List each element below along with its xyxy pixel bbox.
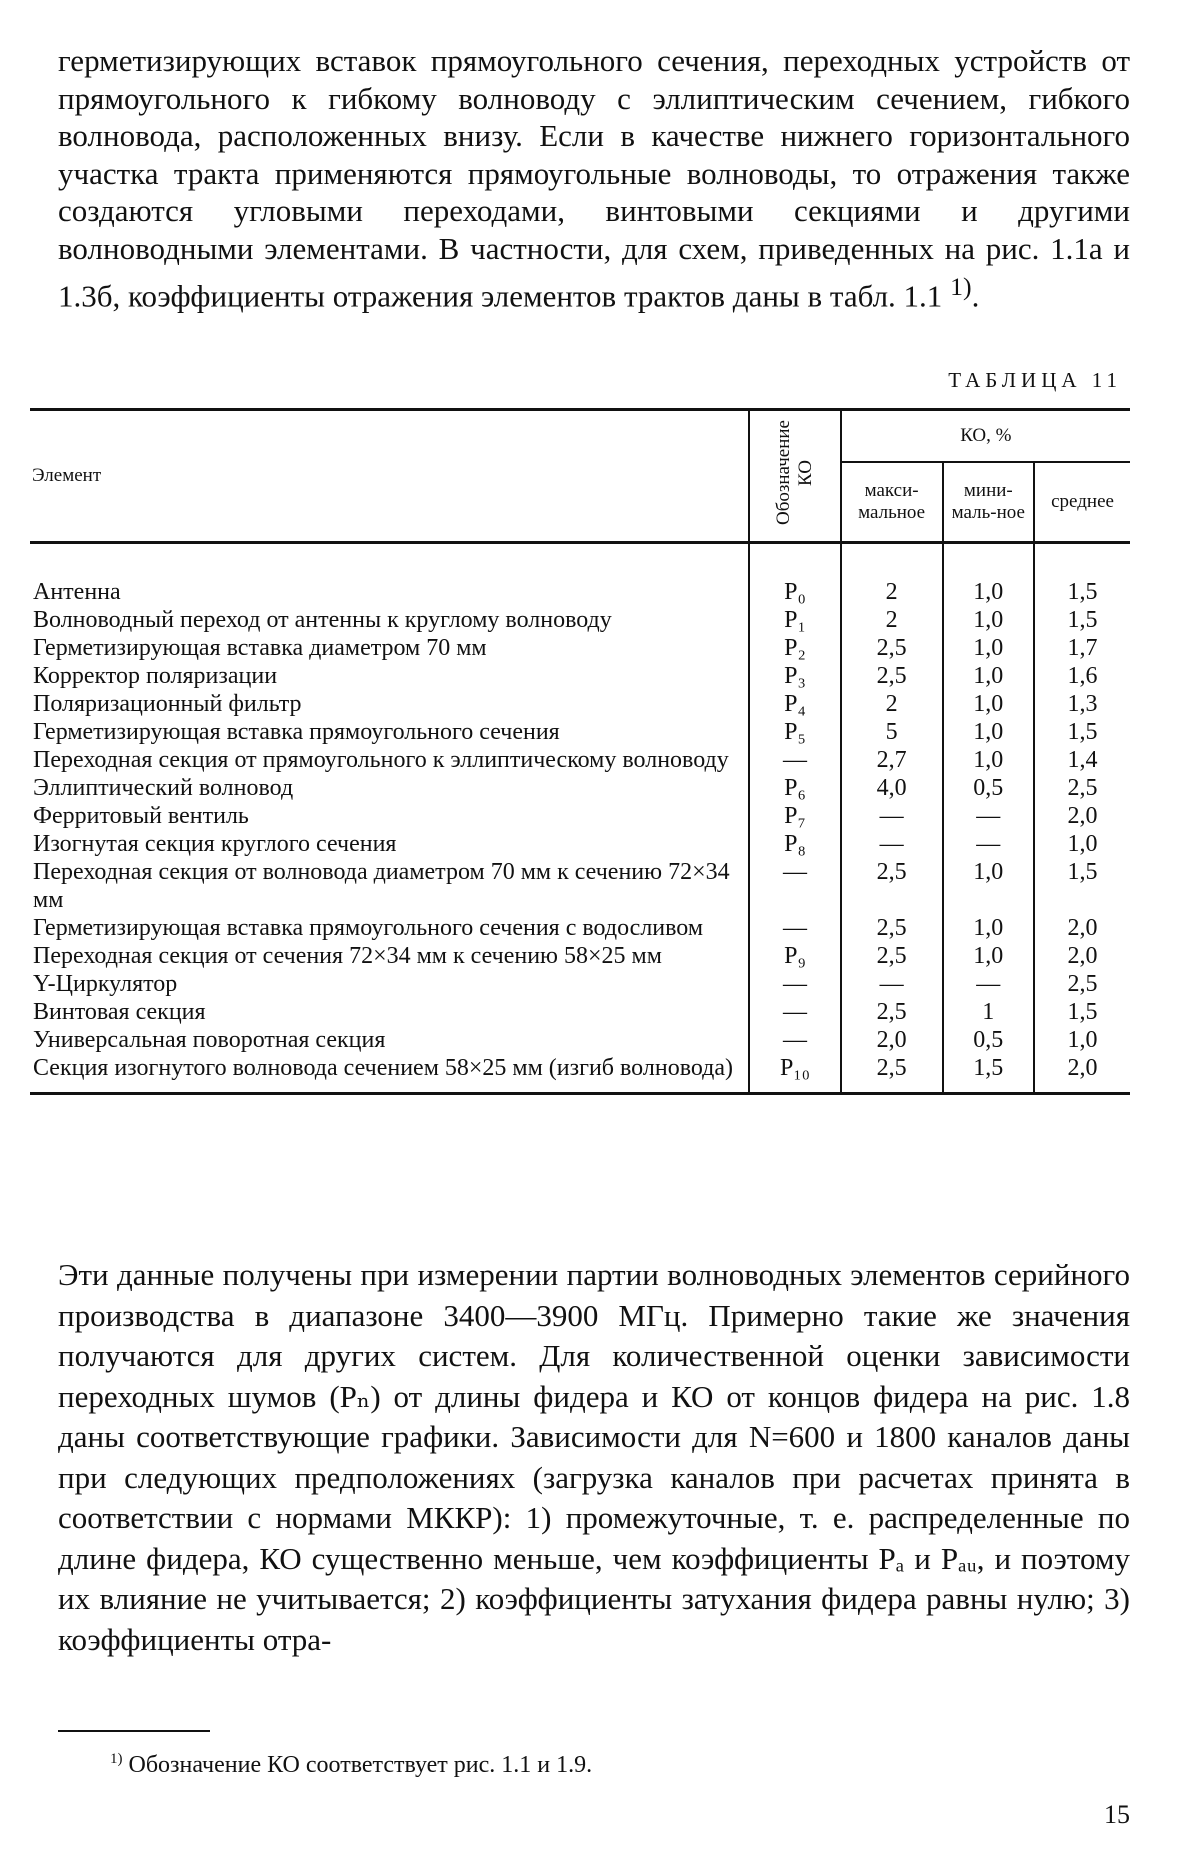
cell-min: 1,0 <box>943 746 1035 774</box>
cell-symbol: P₁ <box>749 606 840 634</box>
cell-element: Поляризационный фильтр <box>33 691 302 717</box>
cell-min: 0,5 <box>943 1026 1035 1054</box>
cell-element: Волноводный переход от антенны к круглому волноводу <box>33 607 612 633</box>
cell-min: 1,0 <box>943 634 1035 662</box>
cell-avg: 1,5 <box>1034 858 1130 914</box>
cell-avg: 1,3 <box>1034 690 1130 718</box>
footnote-marker: 1) <box>110 1751 123 1767</box>
table-row <box>30 1026 1130 1054</box>
cell-avg: 2,0 <box>1034 942 1130 970</box>
cell-min: 1,0 <box>943 543 1035 607</box>
cell-max: 2 <box>841 606 943 634</box>
cell-min: — <box>943 970 1035 998</box>
table-row <box>30 690 1130 718</box>
header-symbol <box>749 410 840 543</box>
cell-symbol: P₄ <box>749 690 840 718</box>
cell-min: 1,0 <box>943 606 1035 634</box>
cell-element: Эллиптический волновод <box>33 775 294 801</box>
cell-min: 1,0 <box>943 718 1035 746</box>
cell-symbol: P₉ <box>749 942 840 970</box>
cell-symbol: — <box>749 998 840 1026</box>
page-number: 15 <box>1104 1800 1130 1829</box>
cell-avg: 1,0 <box>1034 1026 1130 1054</box>
cell-avg: 1,5 <box>1034 543 1130 607</box>
header-element: Элемент <box>30 410 749 543</box>
cell-max: 2,5 <box>841 858 943 914</box>
cell-element: Винтовая секция <box>33 999 206 1025</box>
table-row <box>30 830 1130 858</box>
table-row <box>30 942 1130 970</box>
paragraph-measurements: Эти данные получены при измерении партии волноводных элементов серийного производства в диапазоне 3400—3900 МГц. Примерно такие же значения получаются для других систем. Для количественной оценки зависимости переходных шумов (Pₙ) от длины фидера и КО от концов фидера на рис. 1.8 даны соответствующие графики. Зависимости для N=600 и 1800 каналов даны при следующих предположениях (загрузка каналов при расчетах принята в соответствии с нормами МККР): 1) промежуточные, т. е. распределенные по длине фидера, КО существенно меньше, чем коэффициенты Pₐ и Pₐᵤ, и поэтому их влияние не учитывается; 2) коэффициенты затухания фидера равны нулю; 3) коэффициенты отра- <box>58 1257 1130 1657</box>
cell-symbol: P₈ <box>749 830 840 858</box>
cell-min: — <box>943 830 1035 858</box>
cell-max: 2,5 <box>841 914 943 942</box>
cell-min: 1,5 <box>943 1054 1035 1094</box>
header-symbol-text: Обозначение КО <box>773 420 816 526</box>
footnote-ref: 1) <box>950 271 972 301</box>
cell-element: Секция изогнутого волновода сечением 58×25 мм (изгиб волновода) <box>30 1054 749 1094</box>
cell-min: — <box>943 802 1035 830</box>
cell-avg: 2,0 <box>1034 1054 1130 1094</box>
cell-symbol: P₀ <box>749 543 840 607</box>
footnote <box>110 1744 592 1780</box>
cell-element: Y-Циркулятор <box>33 971 178 997</box>
cell-element: Переходная секция от сечения 72×34 мм к сечению 58×25 мм <box>33 943 662 969</box>
cell-avg: 1,0 <box>1034 830 1130 858</box>
cell-avg: 1,5 <box>1034 718 1130 746</box>
cell-symbol: — <box>749 858 840 914</box>
table-row <box>30 718 1130 746</box>
cell-max: 2 <box>841 690 943 718</box>
table-row <box>30 802 1130 830</box>
cell-symbol: P₇ <box>749 802 840 830</box>
cell-avg: 1,4 <box>1034 746 1130 774</box>
header-max: макси-мальное <box>841 462 943 543</box>
cell-avg: 1,5 <box>1034 998 1130 1026</box>
paragraph-intro-text: герметизирующих вставок прямоугольного сечения, переходных устройств от прямоугольного к гибкому волноводу с эллиптическим сечением, гибкого волновода, расположенных внизу. Если в качестве нижнего горизонтального участка тракта применяются прямоугольные волноводы, то отражения также создаются угловыми переходами, винтовыми секциями и другими волноводными элементами. В частности, для схем, приведенных на рис. 1.1а и 1.3б, коэффициенты отражения элементов трактов даны в табл. 1.1 <box>58 43 1130 313</box>
cell-max: 5 <box>841 718 943 746</box>
table-row <box>30 970 1130 998</box>
table-caption: ТАБЛИЦА 11 <box>948 368 1122 392</box>
header-avg: среднее <box>1034 462 1130 543</box>
cell-avg: 1,7 <box>1034 634 1130 662</box>
cell-avg: 2,5 <box>1034 970 1130 998</box>
cell-avg: 2,0 <box>1034 914 1130 942</box>
table-row <box>30 662 1130 690</box>
cell-avg: 2,5 <box>1034 774 1130 802</box>
table-row <box>30 543 1130 607</box>
paragraph-intro: герметизирующих вставок прямоугольного сечения, переходных устройств от прямоугольного к гибкому волноводу с эллиптическим сечением, гибкого волновода, расположенных внизу. Если в качестве нижнего горизонтального участка тракта применяются прямоугольные волноводы, то отражения также создаются угловыми переходами, винтовыми секциями и другими волноводными элементами. В частности, для схем, приведенных на рис. 1.1а и 1.3б, коэффициенты отражения элементов трактов даны в табл. 1.1 $^{1)}$. <box>58 43 1130 313</box>
cell-min: 1,0 <box>943 914 1035 942</box>
cell-max: 2,7 <box>841 746 943 774</box>
footnote-divider <box>58 1730 210 1732</box>
cell-max: 2 <box>841 543 943 607</box>
footnote-text: Обозначение КО соответствует рис. 1.1 и 1.9. <box>128 1752 593 1778</box>
cell-min: 1,0 <box>943 690 1035 718</box>
reflection-coefficient-table <box>30 408 1130 1095</box>
header-ko-group: КО, % <box>841 410 1130 463</box>
cell-max: 2,5 <box>841 634 943 662</box>
cell-min: 0,5 <box>943 774 1035 802</box>
cell-min: 1,0 <box>943 942 1035 970</box>
cell-element: Ферритовый вентиль <box>33 803 249 829</box>
table-row <box>30 914 1130 942</box>
cell-symbol: P₂ <box>749 634 840 662</box>
cell-avg: 1,5 <box>1034 606 1130 634</box>
cell-max: 2,5 <box>841 1054 943 1094</box>
cell-element: Переходная секция от волновода диаметром 70 мм к сечению 72×34 мм <box>33 859 730 913</box>
cell-element: Герметизирующая вставка прямоугольного сечения <box>33 719 560 745</box>
cell-min: 1,0 <box>943 858 1035 914</box>
cell-max: — <box>841 830 943 858</box>
table-row <box>30 998 1130 1026</box>
cell-symbol: P₃ <box>749 662 840 690</box>
cell-element: Универсальная поворотная секция <box>33 1027 386 1053</box>
table-body <box>30 543 1130 1094</box>
cell-max: 4,0 <box>841 774 943 802</box>
cell-symbol: — <box>749 746 840 774</box>
cell-min: 1 <box>943 998 1035 1026</box>
cell-symbol: — <box>749 970 840 998</box>
cell-symbol: P₅ <box>749 718 840 746</box>
table-row <box>30 774 1130 802</box>
cell-element: Изогнутая секция круглого сечения <box>33 831 397 857</box>
cell-symbol: — <box>749 914 840 942</box>
table-row <box>30 606 1130 634</box>
cell-max: 2,5 <box>841 662 943 690</box>
cell-avg: 2,0 <box>1034 802 1130 830</box>
cell-max: 2,0 <box>841 1026 943 1054</box>
cell-element: Корректор поляризации <box>33 663 278 689</box>
cell-symbol: — <box>749 1026 840 1054</box>
cell-element: Герметизирующая вставка диаметром 70 мм <box>33 635 487 661</box>
header-min: мини-маль-ное <box>943 462 1035 543</box>
cell-element: Переходная секция от прямоугольного к эллиптическому волноводу <box>33 747 729 773</box>
cell-symbol: P₁₀ <box>749 1054 840 1094</box>
table-row <box>30 634 1130 662</box>
table-row <box>30 858 1130 914</box>
table-row <box>30 1054 1130 1094</box>
cell-max: — <box>841 802 943 830</box>
cell-avg: 1,6 <box>1034 662 1130 690</box>
cell-max: — <box>841 970 943 998</box>
cell-element: Герметизирующая вставка прямоугольного сечения с водосливом <box>33 915 704 941</box>
cell-symbol: P₆ <box>749 774 840 802</box>
cell-min: 1,0 <box>943 662 1035 690</box>
cell-max: 2,5 <box>841 998 943 1026</box>
cell-element: Антенна <box>33 579 121 605</box>
cell-max: 2,5 <box>841 942 943 970</box>
table-row <box>30 746 1130 774</box>
